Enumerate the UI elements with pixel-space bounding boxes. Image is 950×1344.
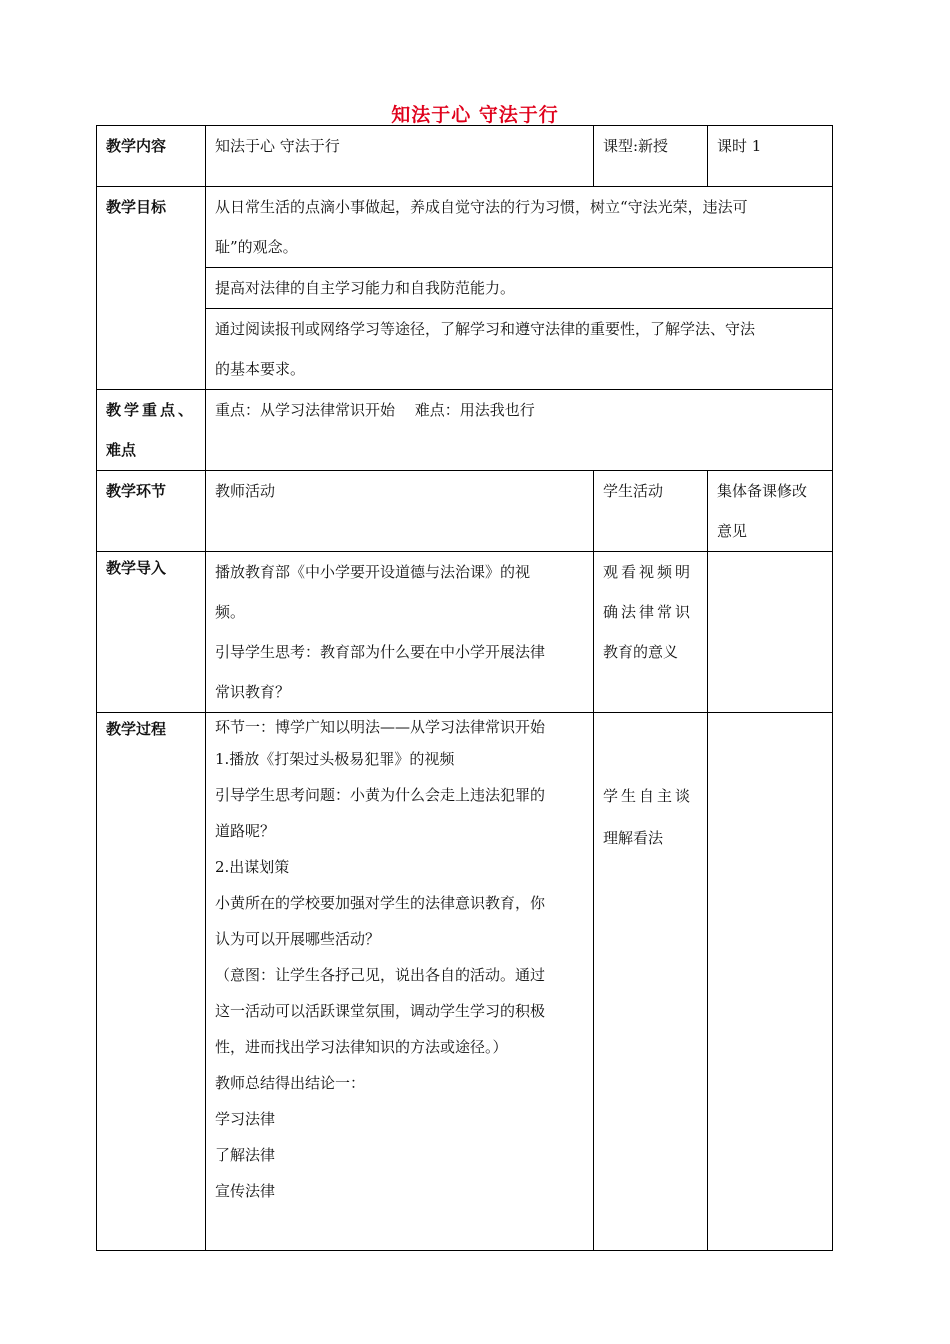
intro-student-line-3: 教育的意义 bbox=[603, 643, 679, 661]
label-focus-line-1: 教学重点、 bbox=[106, 401, 197, 419]
process-line-12: 学习法律 bbox=[215, 1110, 276, 1128]
lesson-period: 课时 1 bbox=[708, 126, 833, 187]
goal-3 bbox=[206, 308, 832, 389]
intro-teacher-line-1: 播放教育部《中小学要开设道德与法治课》的视 bbox=[215, 563, 531, 581]
focus-content: 重点：从学习法律常识开始 难点：用法我也行 bbox=[206, 390, 833, 471]
document-title: 知法于心 守法于行 bbox=[391, 104, 559, 126]
column-notes-line-2: 意见 bbox=[717, 522, 748, 540]
goal-1-line-2: 耻”的观念。 bbox=[215, 238, 298, 256]
process-line-7: 认为可以开展哪些活动？ bbox=[215, 930, 381, 948]
process-line-5: 2.出谋划策 bbox=[215, 858, 290, 876]
goal-1-line-1: 从日常生活的点滴小事做起，养成自觉守法的行为习惯，树立“守法光荣，违法可 bbox=[215, 198, 748, 216]
column-notes-line-1: 集体备课修改 bbox=[717, 482, 808, 500]
intro-teacher-line-2: 频。 bbox=[215, 603, 246, 621]
process-notes bbox=[708, 713, 833, 1251]
goal-3-line-2: 的基本要求。 bbox=[215, 360, 306, 378]
row-intro bbox=[97, 552, 833, 713]
goal-3-line-1: 通过阅读报刊或网络学习等途径，了解学习和遵守法律的重要性，了解学法、守法 bbox=[215, 320, 756, 338]
row-goals bbox=[97, 187, 833, 390]
process-student-line-1: 学生自主谈 bbox=[603, 787, 694, 805]
content-value: 知法于心 守法于行 bbox=[206, 126, 594, 187]
process-student bbox=[594, 713, 708, 1251]
goals-cell bbox=[206, 187, 833, 390]
column-notes bbox=[708, 471, 833, 552]
label-focus bbox=[97, 390, 206, 471]
intro-teacher-line-3: 引导学生思考：教育部为什么要在中小学开展法律 bbox=[215, 643, 546, 661]
label-focus-line-2: 难点 bbox=[106, 441, 137, 459]
process-line-10: 性，进而找出学习法律知识的方法或途径。） bbox=[215, 1038, 508, 1056]
process-line-3: 引导学生思考问题：小黄为什么会走上违法犯罪的 bbox=[215, 786, 546, 804]
process-line-13: 了解法律 bbox=[215, 1146, 276, 1164]
lesson-type: 课型:新授 bbox=[594, 126, 708, 187]
intro-teacher-line-4: 常识教育？ bbox=[215, 683, 291, 701]
label-goals: 教学目标 bbox=[97, 187, 206, 390]
column-student: 学生活动 bbox=[594, 471, 708, 552]
process-line-2: 1.播放《打架过头极易犯罪》的视频 bbox=[215, 750, 455, 768]
row-columns bbox=[97, 471, 833, 552]
label-content: 教学内容 bbox=[97, 126, 206, 187]
process-line-4: 道路呢？ bbox=[215, 822, 276, 840]
row-process bbox=[97, 713, 833, 1251]
label-process: 教学过程 bbox=[97, 713, 206, 1251]
intro-student-line-1: 观看视频明 bbox=[603, 563, 694, 581]
row-content bbox=[97, 126, 833, 187]
process-line-1: 环节一：博学广知以明法——从学习法律常识开始 bbox=[215, 718, 546, 736]
goal-2-line-1: 提高对法律的自主学习能力和自我防范能力。 bbox=[215, 279, 516, 297]
label-intro: 教学导入 bbox=[97, 552, 206, 713]
intro-teacher bbox=[206, 552, 594, 713]
intro-student bbox=[594, 552, 708, 713]
column-stage: 教学环节 bbox=[97, 471, 206, 552]
intro-student-line-2: 确法律常识 bbox=[603, 603, 694, 621]
column-teacher: 教师活动 bbox=[206, 471, 594, 552]
process-teacher bbox=[206, 713, 594, 1251]
process-line-11: 教师总结得出结论一： bbox=[215, 1074, 366, 1092]
lesson-plan-table bbox=[96, 125, 833, 1251]
process-line-14: 宣传法律 bbox=[215, 1182, 276, 1200]
goal-1 bbox=[206, 187, 832, 267]
process-line-8: （意图：让学生各抒己见，说出各自的活动。通过 bbox=[215, 966, 546, 984]
row-focus bbox=[97, 390, 833, 471]
process-line-9: 这一活动可以活跃课堂氛围，调动学生学习的积极 bbox=[215, 1002, 546, 1020]
intro-notes bbox=[708, 552, 833, 713]
goal-2 bbox=[206, 267, 832, 308]
process-student-line-2: 理解看法 bbox=[603, 829, 664, 847]
process-line-6: 小黄所在的学校要加强对学生的法律意识教育，你 bbox=[215, 894, 546, 912]
